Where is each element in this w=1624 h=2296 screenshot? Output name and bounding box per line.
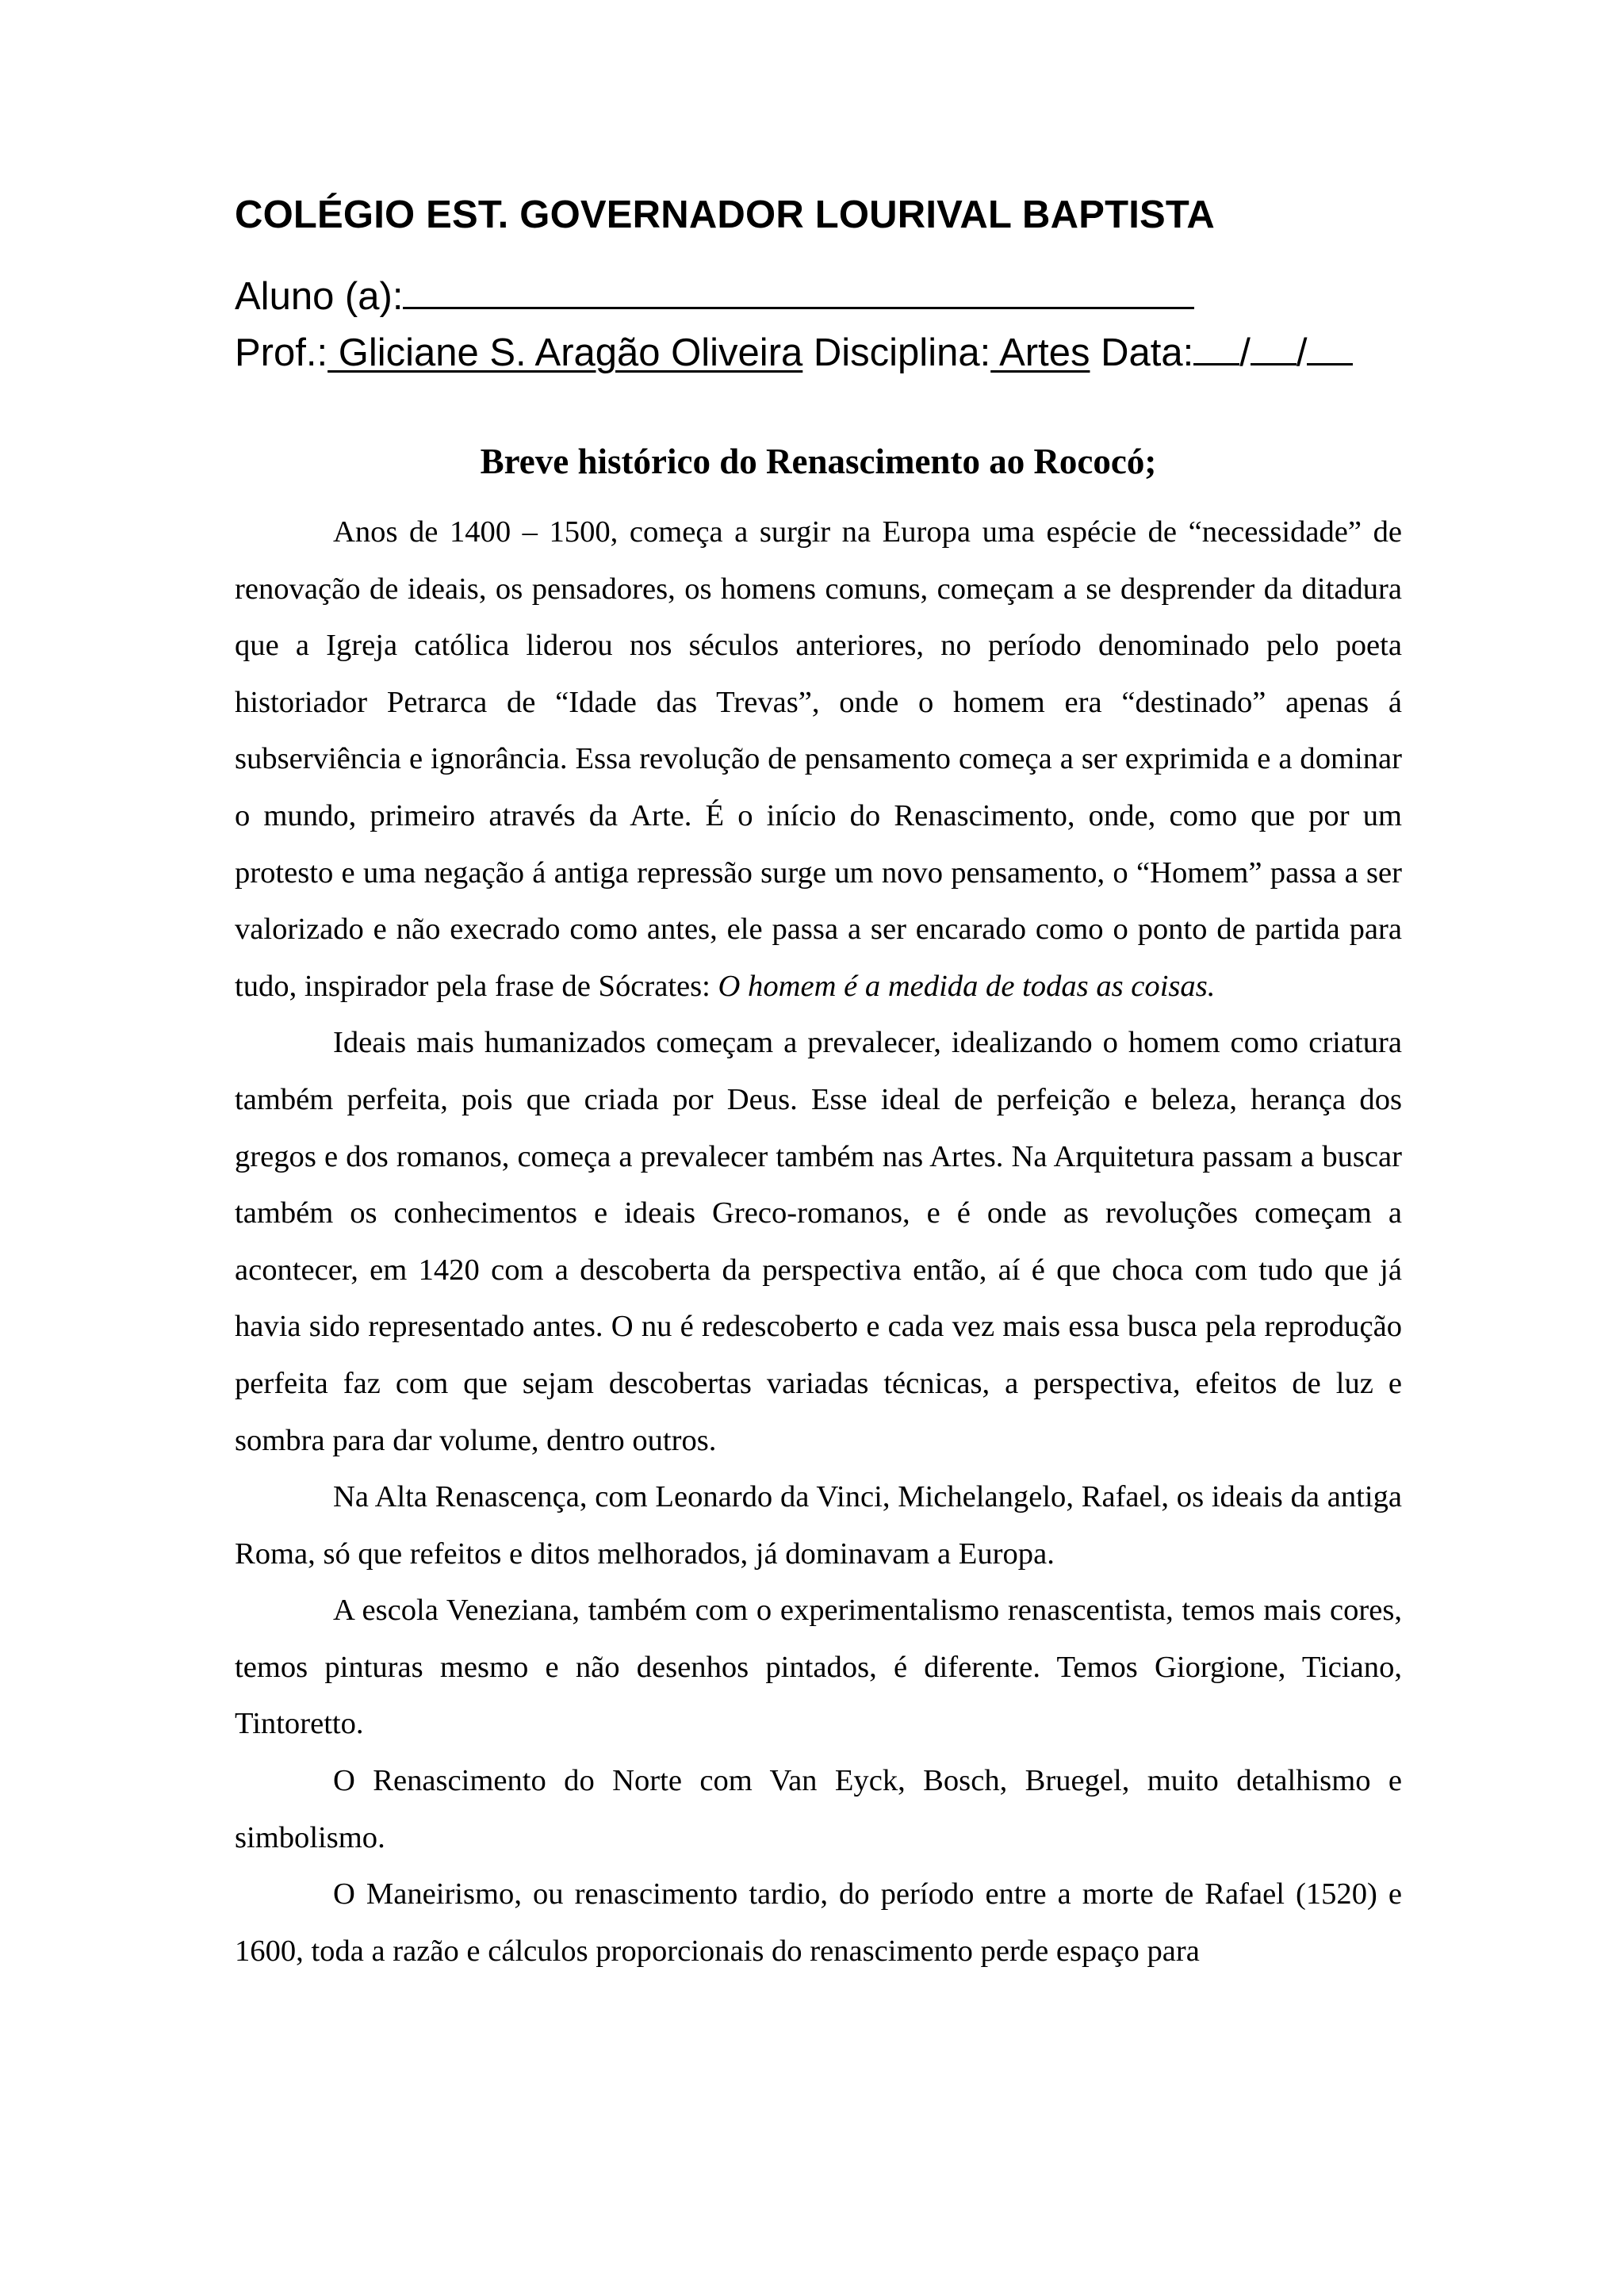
school-name: COLÉGIO EST. GOVERNADOR LOURIVAL BAPTISTA (235, 193, 1215, 236)
date-day-blank (1193, 324, 1239, 365)
discipline-label: Disciplina: (802, 331, 991, 374)
paragraph: O Renascimento do Norte com Van Eyck, Bosch, Bruegel, muito detalhismo e simbolismo. (235, 1764, 1402, 1854)
date-separator: / (1239, 331, 1251, 374)
discipline-value: Artes (990, 331, 1090, 374)
prof-label: Prof.: (235, 331, 328, 374)
document-title: Breve histórico do Renascimento ao Rococó; (480, 442, 1157, 481)
document-body (235, 504, 1402, 1980)
prof-line (235, 324, 1402, 381)
student-label: Aluno (a): (235, 275, 404, 318)
paragraph: A escola Veneziana, também com o experimentalismo renascentista, temos mais cores, temos pinturas mesmo e não desenhos pintados, é diferente. Temos Giorgione, Ticiano, Tintoretto. (235, 1594, 1402, 1741)
date-label: Data: (1090, 331, 1194, 374)
italic-quote: O homem é a medida de todas as coisas. (718, 969, 1216, 1003)
paragraph: Na Alta Renascença, com Leonardo da Vinci, Michelangelo, Rafael, os ideais da antiga Roma, só que refeitos e ditos melhorados, já dominavam a Europa. (235, 1480, 1402, 1571)
date-year-blank (1307, 324, 1353, 365)
date-separator: / (1296, 331, 1308, 374)
student-field (235, 268, 1402, 324)
paragraph: O Maneirismo, ou renascimento tardio, do período entre a morte de Rafael (1520) e 1600, toda a razão e cálculos proporcionais do renascimento perde espaço para (235, 1877, 1402, 1968)
student-name-blank (403, 268, 1194, 309)
document-page (235, 190, 1402, 1980)
prof-name: Gliciane S. Aragão Oliveira (327, 331, 803, 374)
date-month-blank (1251, 324, 1297, 365)
paragraph (235, 504, 1402, 1015)
paragraph: Ideais mais humanizados começam a prevalecer, idealizando o homem como criatura também perfeita, pois que criada por Deus. Esse ideal de perfeição e beleza, herança dos gregos e dos romanos, começa a prevalecer também nas Artes. Na Arquitetura passam a buscar também os conhecimentos e ideais Greco-romanos, e é onde as revoluções começam a acontecer, em 1420 com a descoberta da perspectiva então, aí é que choca com tudo que já havia sido representado antes. O nu é redescoberto e cada vez mais essa busca pela reprodução perfeita faz com que sejam descobertas variadas técnicas, a perspectiva, efeitos de luz e sombra para dar volume, dentro outros. (235, 1026, 1402, 1457)
paragraph-text: Anos de 1400 – 1500, começa a surgir na Europa uma espécie de “necessidade” de renovação de ideais, os pensadores, os homens comuns, começam a se desprender da ditadura que a Igreja católica liderou nos séculos anteriores, no período denominado pelo poeta historiador Petrarca de “Idade das Trevas”, onde o homem era “destinado” apenas á subserviência e ignorância. Essa revolução de pensamento começa a ser exprimida e a dominar o mundo, primeiro através da Arte. É o início do Renascimento, onde, como que por um protesto e uma negação á antiga repressão surge um novo pensamento, o “Homem” passa a ser valorizado e não execrado como antes, ele passa a ser encarado como o ponto de partida para tudo, inspirador pela frase de Sócrates: (235, 515, 1402, 1003)
